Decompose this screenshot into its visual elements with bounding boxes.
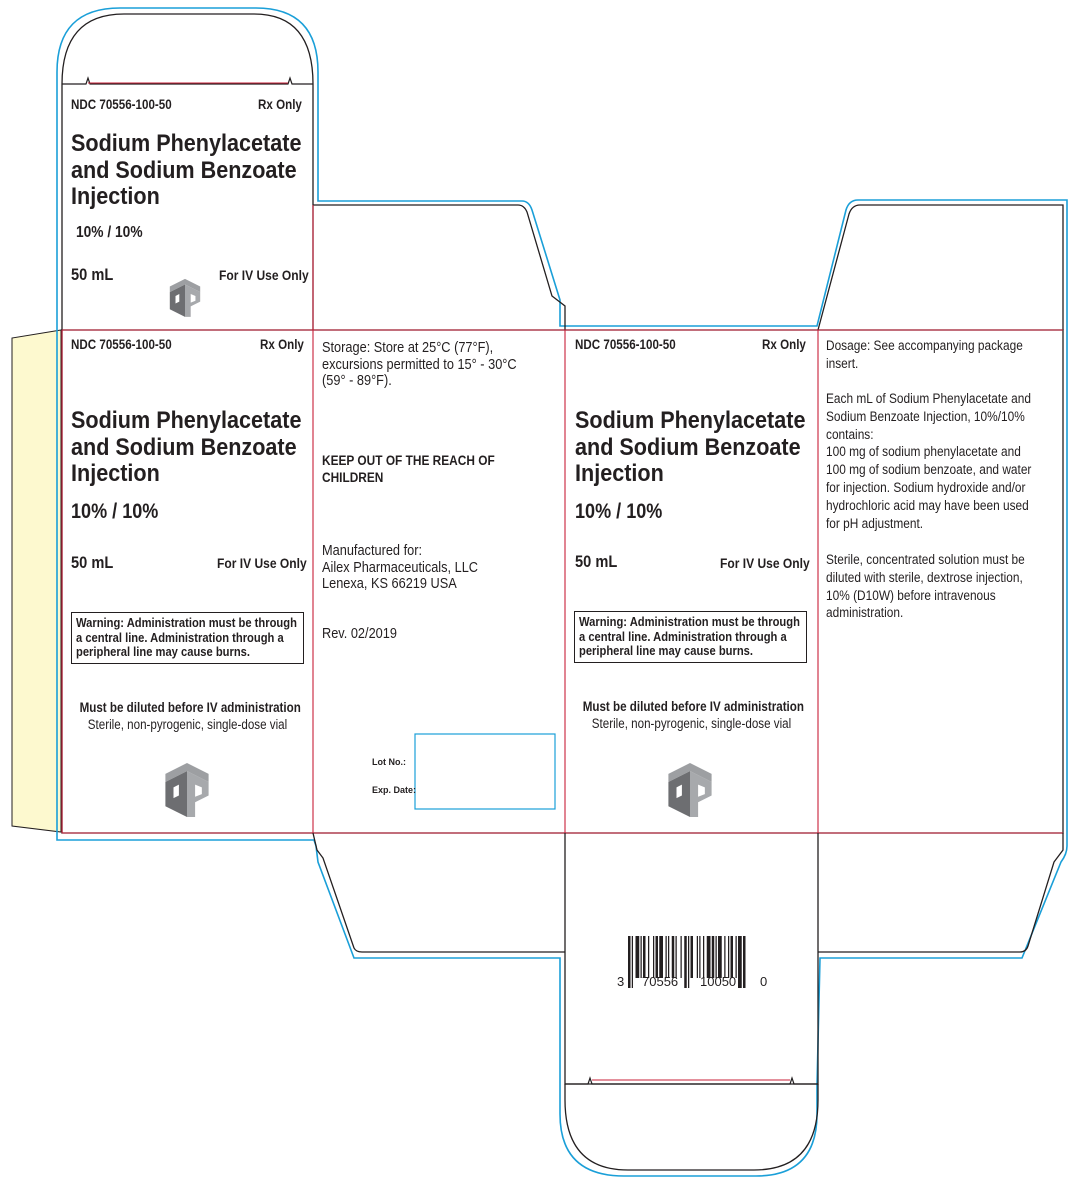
keep-out-text bbox=[322, 453, 495, 486]
barcode-bar bbox=[666, 936, 667, 978]
dosage-sterile-text bbox=[826, 551, 1025, 622]
panel1-title bbox=[71, 408, 301, 488]
dust-flap-top-right bbox=[818, 205, 1063, 330]
panel1-rx-only: Rx Only bbox=[260, 337, 304, 352]
keep-out-line: CHILDREN bbox=[322, 469, 384, 485]
ap-cube-logo-icon bbox=[160, 754, 214, 818]
dust-flap-bottom-middle bbox=[313, 833, 565, 952]
dust-flap-bottom-right bbox=[818, 833, 1063, 952]
barcode-bar bbox=[653, 936, 654, 978]
panel1-ndc: NDC 70556-100-50 bbox=[71, 337, 172, 352]
ap-cube-logo-icon bbox=[166, 273, 204, 317]
manufactured-line: Ailex Pharmaceuticals, LLC bbox=[322, 559, 479, 576]
each-ml-line: hydrochloric acid may have been used bbox=[826, 497, 1029, 513]
dosage-text bbox=[826, 337, 1023, 373]
warning-line: Warning: Administration must be through bbox=[76, 615, 297, 630]
panel2-rx-only: Rx Only bbox=[762, 337, 806, 352]
barcode-bar bbox=[731, 936, 734, 978]
panel2-sterile: Sterile, non-pyrogenic, single-dose vial bbox=[591, 716, 792, 731]
barcode-bar bbox=[632, 936, 633, 988]
bottom-tuck-notch bbox=[565, 1078, 818, 1084]
title-line: and Sodium Benzoate bbox=[575, 433, 801, 461]
top-flap-strength: 10% / 10% bbox=[76, 224, 143, 241]
panel2-iv-use: For IV Use Only bbox=[720, 555, 810, 571]
barcode-digits-group1: 70556 bbox=[642, 974, 679, 989]
barcode-digits-group2: 10050 bbox=[700, 974, 737, 989]
storage-line: (59° - 89°F). bbox=[322, 373, 392, 389]
panel1-sterile: Sterile, non-pyrogenic, single-dose vial bbox=[87, 717, 288, 732]
barcode-bar bbox=[648, 936, 649, 978]
panel2-ndc: NDC 70556-100-50 bbox=[575, 337, 676, 352]
each-ml-text bbox=[826, 390, 1031, 532]
title-line: Sodium Phenylacetate bbox=[71, 130, 302, 157]
dosage-sterile-line: diluted with sterile, dextrose injection, bbox=[826, 569, 1023, 585]
barcode-bar bbox=[707, 936, 711, 978]
barcode-bar bbox=[691, 936, 694, 978]
each-ml-line: Each mL of Sodium Phenylacetate and bbox=[826, 391, 1031, 406]
barcode-bar bbox=[728, 936, 729, 978]
title-line: Injection bbox=[575, 460, 664, 487]
storage-line: Storage: Store at 25°C (77°F), bbox=[322, 340, 494, 356]
warning-line: a central line. Administration through a bbox=[76, 629, 284, 645]
top-flap-ndc: NDC 70556-100-50 bbox=[71, 97, 172, 112]
title-line: Sodium Phenylacetate bbox=[575, 407, 806, 434]
dosage-sterile-line: 10% (D10W) before intravenous bbox=[826, 587, 996, 603]
manufactured-text bbox=[322, 543, 478, 593]
panel1-dilute: Must be diluted before IV administration bbox=[79, 700, 301, 715]
barcode-bar bbox=[703, 936, 704, 978]
barcode-bar bbox=[724, 936, 725, 978]
dust-flap-top-middle bbox=[313, 205, 565, 330]
each-ml-line: for pH adjustment. bbox=[826, 515, 924, 531]
panel2-dilute: Must be diluted before IV administration bbox=[582, 699, 804, 714]
barcode-bar bbox=[672, 936, 675, 978]
barcode-bar bbox=[636, 936, 640, 978]
panel2-volume: 50 mL bbox=[575, 552, 618, 571]
bottom-tuck-flap-round bbox=[565, 1084, 818, 1170]
panel2-title bbox=[575, 408, 805, 488]
barcode-bar bbox=[668, 936, 669, 978]
keep-out-line: KEEP OUT OF THE REACH OF bbox=[322, 453, 495, 468]
top-flap-iv-use: For IV Use Only bbox=[219, 267, 309, 283]
storage-text bbox=[322, 340, 517, 390]
lot-label: Lot No.: bbox=[372, 757, 406, 767]
barcode-bar bbox=[628, 936, 631, 988]
title-line: and Sodium Benzoate bbox=[71, 156, 297, 184]
barcode-digit-right: 0 bbox=[760, 974, 768, 989]
revision: Rev. 02/2019 bbox=[322, 626, 397, 642]
dosage-sterile-line: administration. bbox=[826, 605, 904, 621]
panel1-volume: 50 mL bbox=[71, 553, 114, 572]
storage-line: excursions permitted to 15° - 30°C bbox=[322, 356, 517, 373]
glue-flap bbox=[12, 330, 61, 832]
title-line: Injection bbox=[71, 460, 160, 487]
panel1-strength: 10% / 10% bbox=[71, 500, 159, 523]
barcode-bar bbox=[716, 936, 717, 978]
barcode-bar bbox=[743, 936, 746, 988]
each-ml-line: contains: bbox=[826, 426, 874, 442]
warning-line: peripheral line may cause burns. bbox=[76, 644, 250, 659]
top-flap-volume: 50 mL bbox=[71, 265, 114, 284]
barcode-bar bbox=[684, 936, 687, 988]
barcode-digit-left: 3 bbox=[617, 974, 625, 989]
panel1-warning-box bbox=[71, 612, 304, 664]
dosage-sterile-line: Sterile, concentrated solution must be bbox=[826, 552, 1025, 567]
barcode-bar bbox=[712, 936, 715, 978]
top-flap-title bbox=[71, 131, 301, 211]
panel1-iv-use: For IV Use Only bbox=[217, 555, 307, 571]
each-ml-line: 100 mg of sodium benzoate, and water bbox=[826, 462, 1032, 478]
panel2-warning-box bbox=[574, 611, 807, 663]
title-line: and Sodium Benzoate bbox=[71, 433, 297, 461]
manufactured-line: Lenexa, KS 66219 USA bbox=[322, 576, 457, 592]
barcode-bar bbox=[676, 936, 677, 978]
dosage-line: Dosage: See accompanying package bbox=[826, 338, 1023, 353]
lot-exp-box bbox=[415, 734, 555, 809]
barcode-bar bbox=[699, 936, 700, 978]
barcode-bar bbox=[697, 936, 698, 978]
title-line: Sodium Phenylacetate bbox=[71, 407, 302, 434]
each-ml-line: 100 mg of sodium phenylacetate and bbox=[826, 444, 1021, 460]
barcode-bar bbox=[659, 936, 663, 978]
dosage-line: insert. bbox=[826, 355, 859, 371]
barcode-bar bbox=[736, 936, 737, 978]
top-flap-rx-only: Rx Only bbox=[258, 97, 302, 112]
barcode-bar bbox=[641, 936, 642, 978]
barcode-bar bbox=[643, 936, 646, 978]
panel2-strength: 10% / 10% bbox=[575, 500, 663, 523]
barcode-bar bbox=[656, 936, 659, 978]
each-ml-line: for injection. Sodium hydroxide and/or bbox=[826, 479, 1026, 495]
manufactured-line: Manufactured for: bbox=[322, 543, 423, 559]
warning-line: Warning: Administration must be through bbox=[579, 614, 800, 629]
warning-line: a central line. Administration through a bbox=[579, 628, 787, 644]
barcode-bar bbox=[688, 936, 689, 988]
warning-line: peripheral line may cause burns. bbox=[579, 643, 753, 658]
barcode-bar bbox=[681, 936, 682, 978]
title-line: Injection bbox=[71, 183, 160, 210]
exp-label: Exp. Date: bbox=[372, 785, 417, 795]
barcode-bar bbox=[738, 936, 742, 988]
each-ml-line: Sodium Benzoate Injection, 10%/10% bbox=[826, 408, 1025, 424]
ap-cube-logo-icon bbox=[663, 754, 717, 818]
barcode-bar bbox=[718, 936, 722, 978]
